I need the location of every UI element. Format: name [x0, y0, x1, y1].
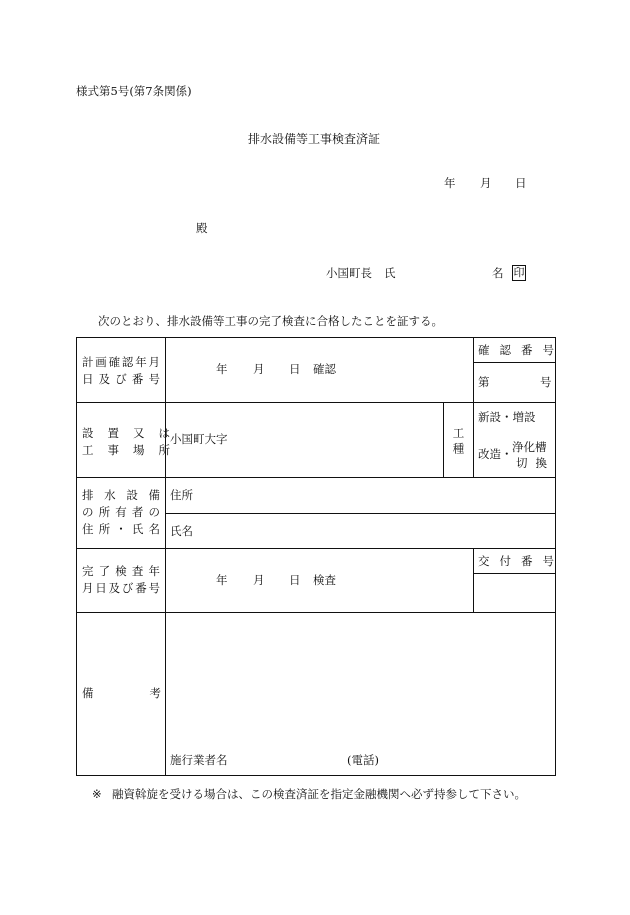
- done-month-label: 月: [253, 573, 265, 587]
- work-kind-option-modify: 改造・: [478, 447, 513, 461]
- form-number: 様式第5号(第7条関係): [76, 84, 192, 98]
- addressee-suffix: 殿: [196, 221, 208, 235]
- date-day-label: 日: [515, 176, 527, 190]
- plan-confirm-label: 確認: [313, 362, 336, 376]
- owner-label-line3: 住 所 ・ 氏 名: [82, 522, 160, 536]
- issuer-label: 小国町長: [326, 266, 372, 280]
- plan-day-label: 日: [289, 362, 301, 376]
- issue-number-header: 交付番号: [478, 554, 564, 568]
- date-year-label: 年: [444, 176, 456, 190]
- plan-label-line1: 計 画 確 認 年 月: [82, 355, 160, 369]
- row-divider: [76, 402, 556, 403]
- issuer-name-char: 名: [492, 266, 504, 280]
- site-label-line2: 工事場所: [82, 443, 184, 457]
- issuer-title-char: 氏: [384, 266, 396, 280]
- row-divider: [76, 548, 556, 549]
- work-kind-option-switch: 切換: [516, 456, 555, 470]
- owner-label-line1: 排 水 設 備: [82, 488, 160, 502]
- cell-divider: [473, 362, 556, 363]
- site-value: 小国町大字: [170, 432, 228, 446]
- seal-stamp-box: 印: [513, 266, 525, 279]
- owner-name-label: 氏名: [170, 524, 193, 538]
- row-divider: [76, 612, 556, 613]
- work-kind-option-septic: 浄化槽: [512, 440, 547, 454]
- done-label-line1: 完 了 検 査 年: [82, 564, 160, 578]
- plan-month-label: 月: [253, 362, 265, 376]
- site-label-line1: 設置又は: [82, 426, 184, 440]
- owner-address-label: 住所: [170, 488, 193, 502]
- cell-divider: [473, 573, 556, 574]
- phone-label: (電話): [347, 753, 379, 767]
- done-year-label: 年: [216, 573, 228, 587]
- document-title: 排水設備等工事検査済証: [248, 132, 381, 146]
- label-column-divider: [165, 337, 166, 776]
- date-month-label: 月: [480, 176, 492, 190]
- confirm-number-header: 確認番号: [478, 343, 564, 357]
- column-divider: [473, 337, 474, 402]
- column-divider: [473, 402, 474, 477]
- confirm-number-suffix: 号: [540, 375, 552, 389]
- confirm-number-prefix: 第: [478, 375, 490, 389]
- done-label-line2: 月 日 及 び 番 号: [82, 581, 160, 595]
- column-divider: [443, 402, 444, 477]
- intro-statement: 次のとおり、排水設備等工事の完了検査に合格したことを証する。: [98, 314, 443, 328]
- contractor-label: 施行業者名: [170, 753, 228, 767]
- remarks-label: 備考: [82, 686, 217, 700]
- footnote-text: 融資斡旋を受ける場合は、この検査済証を指定金融機関へ必ず持参して下さい。: [112, 787, 526, 801]
- plan-year-label: 年: [216, 362, 228, 376]
- row-divider: [166, 513, 556, 514]
- owner-label-line2: の 所 有 者 の: [82, 505, 160, 519]
- work-kind-option-new: 新設・増設: [478, 410, 536, 424]
- footnote-mark: ※: [92, 787, 102, 801]
- done-inspect-label: 検査: [313, 573, 336, 587]
- plan-label-line2: 日 及 び 番 号: [82, 372, 160, 386]
- done-day-label: 日: [289, 573, 301, 587]
- column-divider: [473, 548, 474, 612]
- work-kind-label: 工種: [451, 427, 466, 458]
- row-divider: [76, 477, 556, 478]
